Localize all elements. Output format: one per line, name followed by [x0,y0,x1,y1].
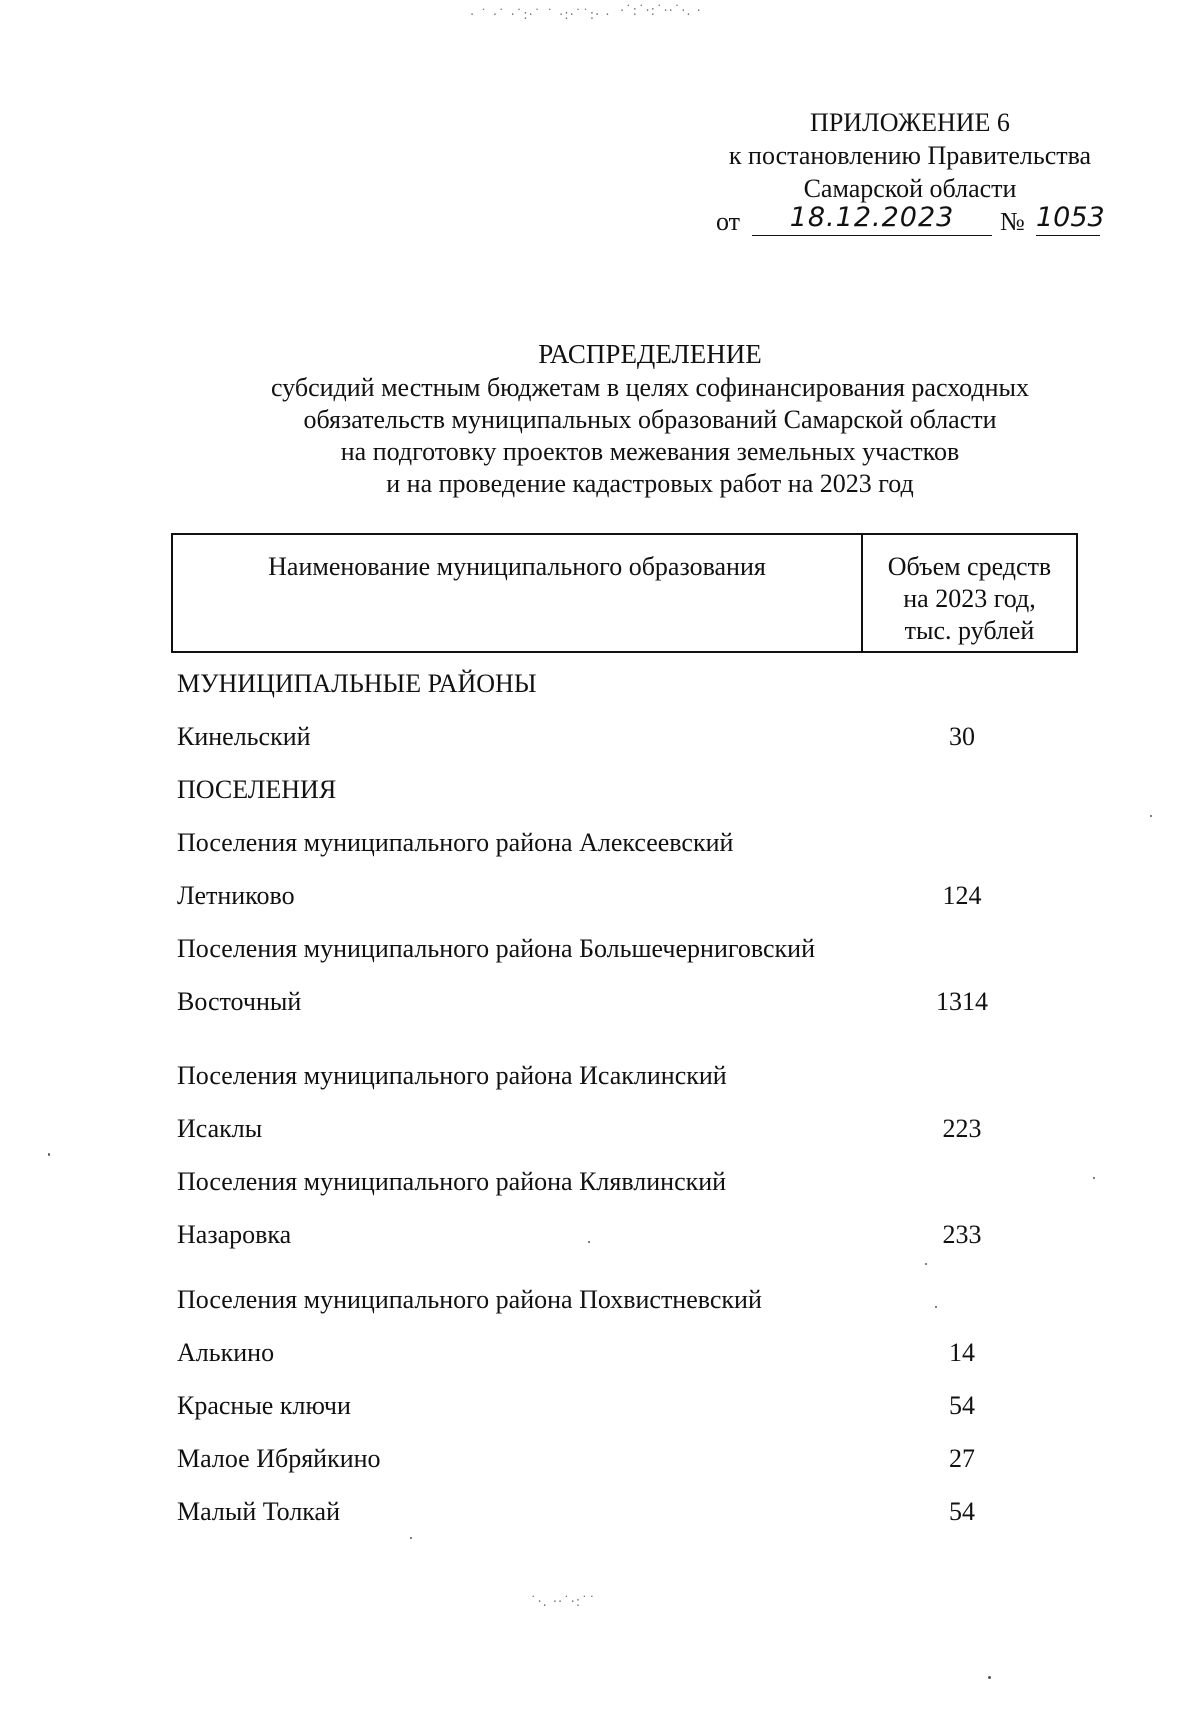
title-line-1: субсидий местным бюджетам в целях софинансирования расходных [270,373,1030,402]
row-name: Назаровка [177,1220,292,1249]
row-name: Поселения муниципального района Клявлинский [177,1167,727,1196]
row-value: 1314 [936,987,988,1016]
resolution-date: 18.12.2023 [752,201,992,236]
row-name: МУНИЦИПАЛЬНЫЕ РАЙОНЫ [177,669,537,698]
appendix-line-2: к постановлению Правительства [728,141,1092,170]
row-name: ПОСЕЛЕНИЯ [177,775,337,804]
row-name: Поселения муниципального района Исаклинский [177,1061,727,1090]
number-prefix: № [1000,207,1025,236]
table-row [177,1111,1057,1147]
row-value: 54 [949,1391,975,1420]
row-name: Малое Ибряйкино [177,1444,381,1473]
table-row [177,931,1057,967]
resolution-number: 1053 [1036,201,1100,236]
row-name: Малый Толкай [177,1497,340,1526]
table-row [177,1494,1057,1530]
row-value: 233 [942,1220,982,1249]
table-row [177,1335,1057,1371]
title-line-3: на подготовку проектов межевания земельных участков [340,437,960,466]
row-value: 223 [942,1114,982,1143]
row-value: 14 [949,1338,975,1367]
table-row [177,984,1057,1020]
table-row [177,719,1057,755]
title-line-2: обязательств муниципальных образований Самарской области [303,405,997,434]
row-value: 124 [942,881,982,910]
row-value: 54 [949,1497,975,1526]
table-row [177,1217,1057,1253]
scan-smudge: ˙·. ··˙·:˙˙ [530,1595,597,1610]
column-header-volume-line: на 2023 год, [903,584,1036,613]
row-name: Исаклы [177,1114,263,1143]
column-header-name: Наименование муниципального образования [173,535,863,651]
table-row [177,1441,1057,1477]
row-name: Поселения муниципального района Похвистневский [177,1285,762,1314]
column-header-volume-line: тыс. рублей [904,616,1035,645]
date-prefix: от [716,207,741,236]
table-row [177,1282,1057,1318]
scan-smudge: · ˙ ·˙ ·˙:·˙ ˙ ·:·˙˙:· · [470,8,611,23]
row-name: Кинельский [177,722,311,751]
scan-smudge: ·˙:˙·:˙··˙·. · [620,4,702,19]
row-name: Красные ключи [177,1391,351,1420]
row-name: Восточный [177,987,302,1016]
row-value: 27 [949,1444,975,1473]
table-row [177,666,1057,702]
row-name: Поселения муниципального района Алексеевский [177,828,734,857]
table-row [177,1164,1057,1200]
title-heading: РАСПРЕДЕЛЕНИЕ [538,339,762,369]
table-row [177,1388,1057,1424]
title-line-4: и на проведение кадастровых работ на 2023 год [386,469,914,498]
row-name: Летниково [177,881,295,910]
row-value: 30 [949,722,975,751]
row-name: Алькино [177,1338,275,1367]
table-row [177,772,1057,808]
table-row [177,878,1057,914]
table-row [177,825,1057,861]
appendix-line-3: Самарской области [803,174,1017,203]
appendix-line-1: ПРИЛОЖЕНИЕ 6 [810,108,1010,137]
row-name: Поселения муниципального района Большечерниговский [177,934,816,963]
table-row [177,1058,1057,1094]
column-header-volume-line: Объем средств [887,552,1052,581]
